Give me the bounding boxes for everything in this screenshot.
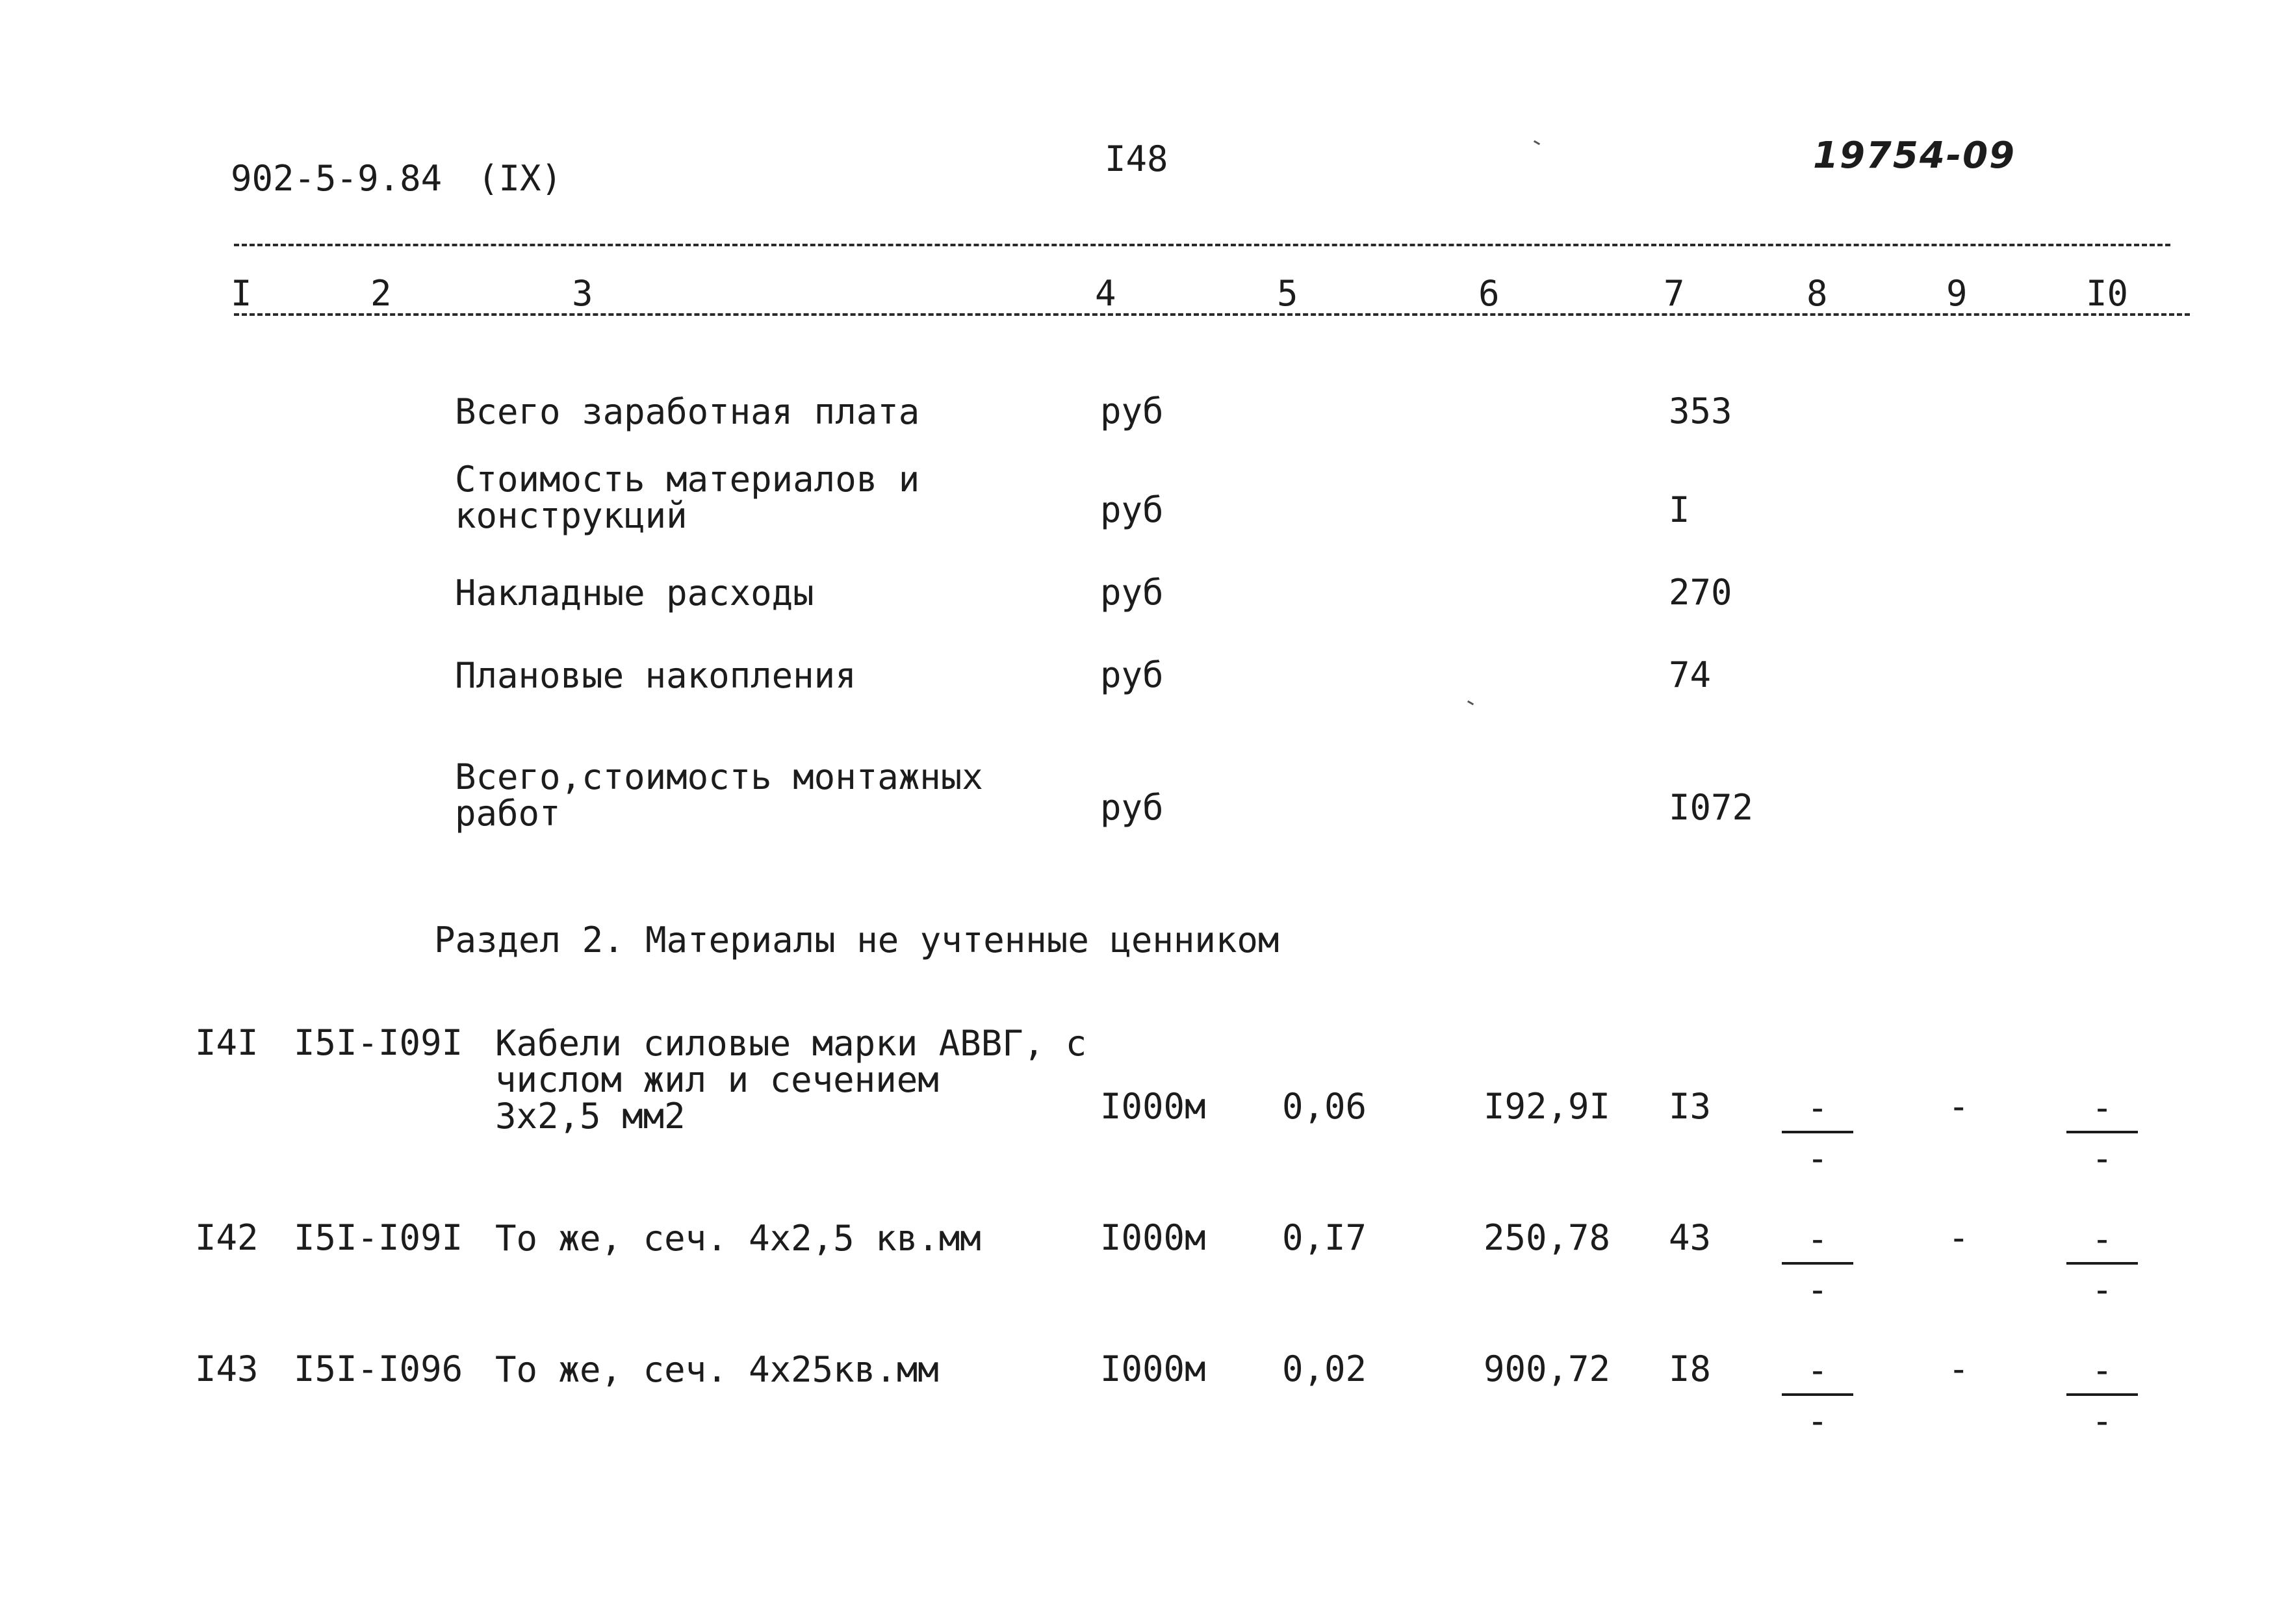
fraction-bar (1782, 1131, 1853, 1133)
document-code: 902-5-9.84 (231, 158, 443, 199)
fraction-bar (2066, 1262, 2138, 1265)
fraction-numerator: - (2091, 1087, 2113, 1128)
fraction-numerator: - (2091, 1218, 2113, 1259)
row-unit: I000м (1100, 1086, 1206, 1127)
totals-unit-wages: руб (1100, 391, 1164, 432)
row-unit-price: 900,72 (1484, 1348, 1611, 1389)
row-quantity: 0,06 (1282, 1086, 1367, 1127)
row-material-name: То же, сеч. 4х25кв.мм (495, 1349, 939, 1390)
fraction-numerator: - (1806, 1087, 1829, 1128)
header-bottom-rule (234, 313, 2190, 316)
row-unit-price: 250,78 (1484, 1217, 1611, 1258)
row-material-name: Кабели силовые марки АВВГ, с числом жил и сечением 3х2,5 мм2 (495, 1023, 1087, 1137)
row-cost: I8 (1669, 1348, 1712, 1389)
row-price-code: I5I-I09I (294, 1022, 463, 1063)
fraction-denominator: - (1806, 1400, 1829, 1441)
column-header-2: 2 (370, 273, 392, 314)
row-unit: I000м (1100, 1348, 1206, 1389)
fraction-denominator: - (2091, 1269, 2113, 1310)
row-col10-fraction (2066, 1087, 2138, 1179)
row-col9: - (1948, 1348, 1970, 1389)
row-number: I4I (195, 1022, 259, 1063)
column-header-10: I0 (2086, 273, 2129, 314)
totals-unit-installation: руб (1100, 787, 1164, 828)
inventory-number: 19754-09 (1813, 135, 2016, 177)
fraction-denominator: - (1806, 1269, 1829, 1310)
row-col10-fraction (2066, 1350, 2138, 1441)
fraction-bar (1782, 1393, 1853, 1396)
totals-label-savings: Плановые накопления (455, 655, 856, 696)
row-unit: I000м (1100, 1217, 1206, 1258)
row-number: I43 (195, 1348, 259, 1389)
totals-label-materials: Стоимость материалов и конструкций (455, 459, 920, 536)
row-col10-fraction (2066, 1218, 2138, 1310)
column-header-1: I (231, 273, 252, 314)
row-col9: - (1948, 1086, 1970, 1127)
fraction-bar (2066, 1131, 2138, 1133)
fraction-denominator: - (1806, 1138, 1829, 1179)
totals-value-overhead: 270 (1669, 572, 1732, 613)
row-cost: 43 (1669, 1217, 1712, 1258)
column-header-7: 7 (1664, 273, 1685, 314)
totals-label-installation: Всего,стоимость монтажных работ (455, 756, 983, 834)
row-number: I42 (195, 1217, 259, 1258)
column-header-3: 3 (572, 273, 593, 314)
totals-unit-overhead: руб (1100, 572, 1164, 613)
row-cost: I3 (1669, 1086, 1712, 1127)
section-title: Раздел 2. Материалы не учтенные ценником (434, 920, 1279, 960)
header-top-rule (234, 244, 2170, 246)
row-price-code: I5I-I096 (294, 1348, 463, 1389)
row-quantity: 0,I7 (1282, 1217, 1367, 1258)
totals-value-savings: 74 (1669, 654, 1712, 695)
scan-speck (1467, 701, 1474, 706)
page-number: I48 (1105, 138, 1168, 179)
fraction-denominator: - (2091, 1400, 2113, 1441)
totals-unit-materials: руб (1100, 489, 1164, 530)
fraction-denominator: - (2091, 1138, 2113, 1179)
totals-value-materials: I (1669, 489, 1690, 530)
totals-unit-savings: руб (1100, 654, 1164, 695)
scan-speck (1534, 140, 1540, 146)
row-quantity: 0,02 (1282, 1348, 1367, 1389)
row-material-name: То же, сеч. 4х2,5 кв.мм (495, 1218, 981, 1259)
totals-label-overhead: Накладные расходы (455, 573, 814, 613)
totals-label-wages: Всего заработная плата (455, 391, 920, 432)
column-header-9: 9 (1946, 273, 1968, 314)
row-col9: - (1948, 1217, 1970, 1258)
column-header-4: 4 (1095, 273, 1116, 314)
totals-value-installation: I072 (1669, 787, 1754, 828)
fraction-numerator: - (2091, 1350, 2113, 1391)
column-header-8: 8 (1806, 273, 1828, 314)
row-col8-fraction (1782, 1087, 1853, 1179)
column-header-5: 5 (1277, 273, 1298, 314)
volume-label: (IX) (478, 158, 563, 199)
fraction-numerator: - (1806, 1350, 1829, 1391)
row-col8-fraction (1782, 1350, 1853, 1441)
column-header-6: 6 (1478, 273, 1500, 314)
row-price-code: I5I-I09I (294, 1217, 463, 1258)
totals-value-wages: 353 (1669, 391, 1732, 432)
row-unit-price: I92,9I (1484, 1086, 1611, 1127)
fraction-bar (2066, 1393, 2138, 1396)
fraction-bar (1782, 1262, 1853, 1265)
fraction-numerator: - (1806, 1218, 1829, 1259)
row-col8-fraction (1782, 1218, 1853, 1310)
